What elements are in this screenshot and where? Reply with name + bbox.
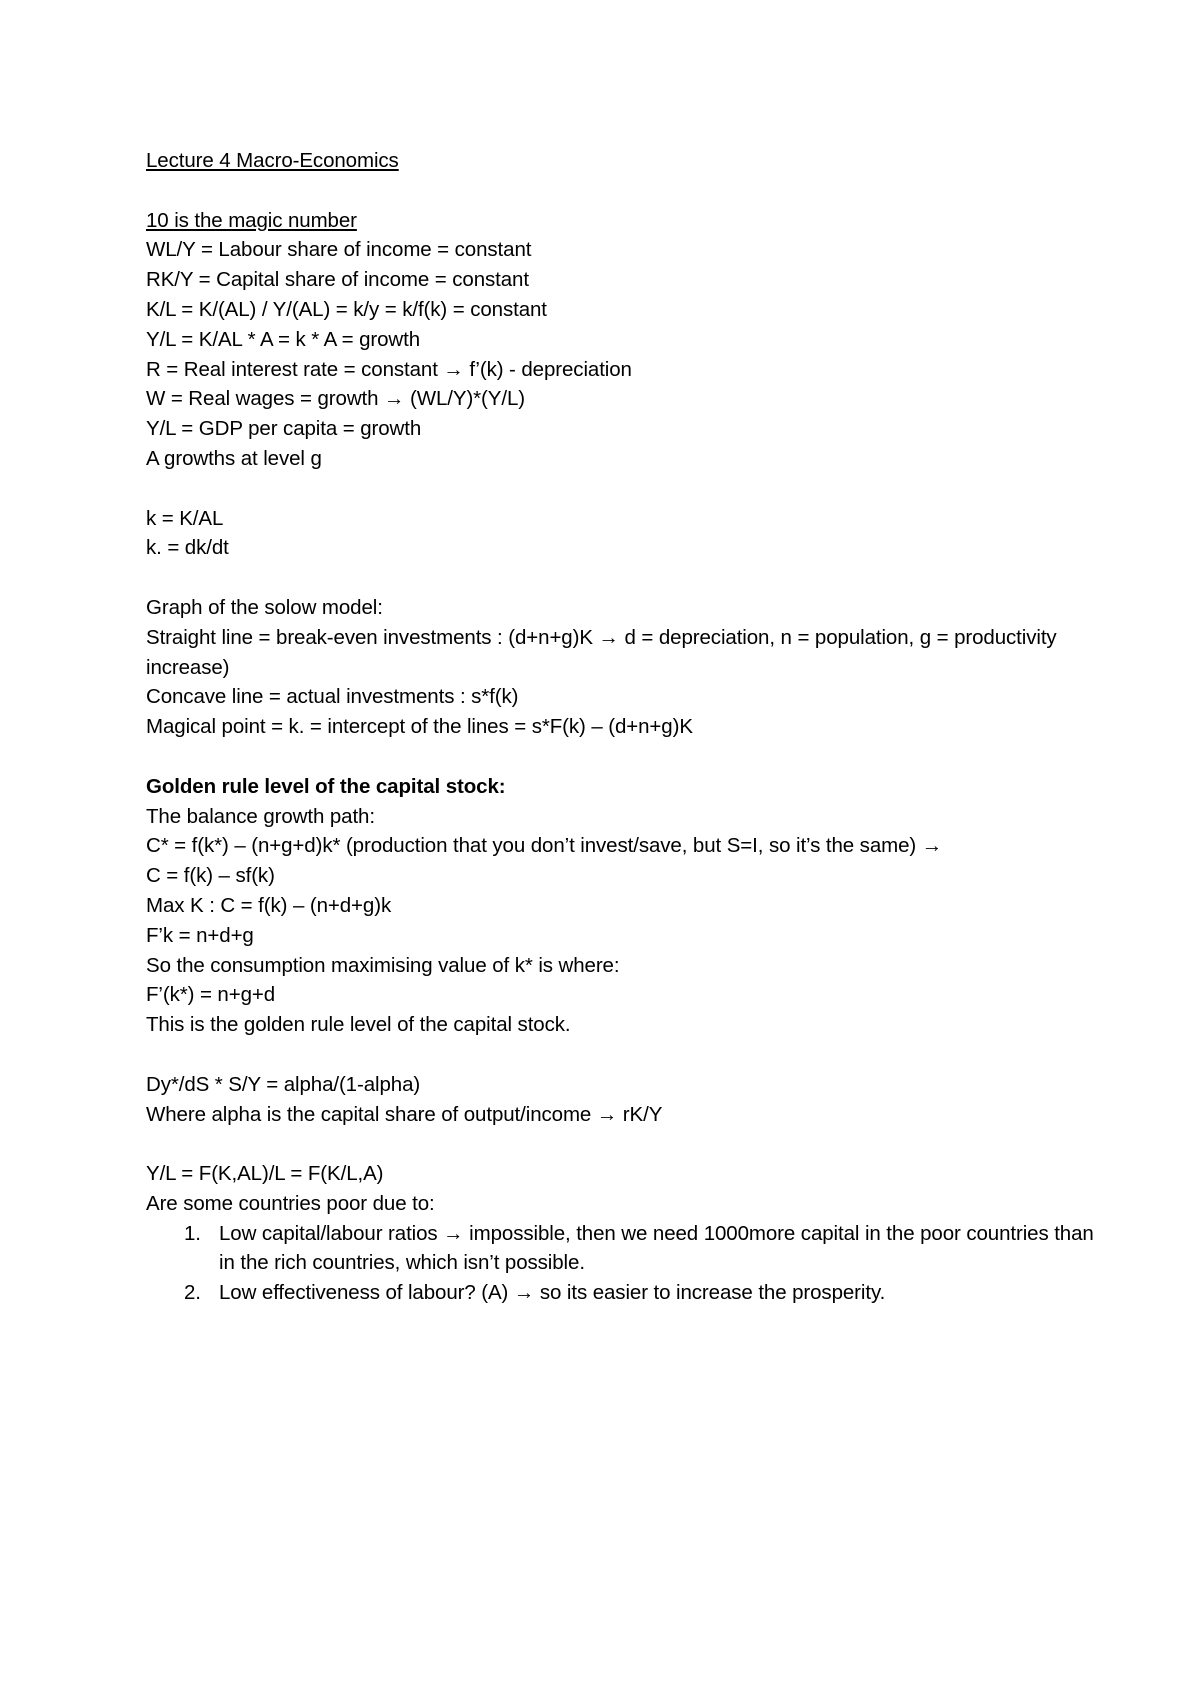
- text-line: RK/Y = Capital share of income = constant: [146, 268, 529, 292]
- text-line: Y/L = F(K,AL)/L = F(K/L,A): [146, 1162, 384, 1186]
- blank-line: [146, 742, 1106, 772]
- numbered-list: [146, 1219, 1106, 1308]
- text-line: F’(k*) = n+g+d: [146, 983, 276, 1007]
- text-line: Y/L = GDP per capita = growth: [146, 417, 422, 441]
- list-item: [146, 1219, 1106, 1279]
- blank-line: [146, 563, 1106, 593]
- list-item: [146, 1278, 1106, 1308]
- blank-line: [146, 1040, 1106, 1070]
- text-line: k. = dk/dt: [146, 536, 229, 560]
- text-line: W = Real wages = growth → (WL/Y)*(Y/L): [146, 387, 525, 411]
- text-line: Are some countries poor due to:: [146, 1191, 435, 1215]
- text-line: Straight line = break-even investments : (d+n+g)K → d = depreciation, n = population, g = productivity increase): [146, 625, 1063, 679]
- document-page: [146, 146, 1106, 1308]
- text-line: K/L = K/(AL) / Y/(AL) = k/y = k/f(k) = constant: [146, 297, 547, 321]
- text-line: Max K : C = f(k) – (n+d+g)k: [146, 893, 392, 917]
- list-item-number: 2.: [184, 1281, 201, 1305]
- blank-line: [146, 474, 1106, 504]
- section-heading-magic-number: 10 is the magic number: [146, 208, 357, 232]
- text-line: F’k = n+d+g: [146, 923, 254, 947]
- text-line: Magical point = k. = intercept of the lines = s*F(k) – (d+n+g)K: [146, 715, 693, 739]
- text-line: R = Real interest rate = constant → f’(k) - depreciation: [146, 357, 632, 381]
- blank-line: [146, 1129, 1106, 1159]
- list-item-number: 1.: [184, 1221, 201, 1245]
- text-line: Y/L = K/AL * A = k * A = growth: [146, 327, 421, 351]
- text-line: C* = f(k*) – (n+g+d)k* (production that you don’t invest/save, but S=I, so it’s the same) →: [146, 834, 943, 858]
- text-line: A growths at level g: [146, 446, 322, 470]
- section-heading-golden-rule: Golden rule level of the capital stock:: [146, 774, 506, 798]
- text-line: This is the golden rule level of the capital stock.: [146, 1013, 571, 1037]
- blank-line: [146, 176, 1106, 206]
- text-line: Dy*/dS * S/Y = alpha/(1-alpha): [146, 1072, 421, 1096]
- list-item-text: Low capital/labour ratios → impossible, then we need 1000more capital in the poor countries than in the rich countries, which isn’t possible.: [219, 1221, 1094, 1275]
- text-line: C = f(k) – sf(k): [146, 864, 275, 888]
- text-line: The balance growth path:: [146, 804, 375, 828]
- text-line: WL/Y = Labour share of income = constant: [146, 238, 532, 262]
- text-line: So the consumption maximising value of k* is where:: [146, 953, 620, 977]
- list-item-text: Low effectiveness of labour? (A) → so its easier to increase the prosperity.: [219, 1281, 886, 1305]
- text-line: k = K/AL: [146, 506, 224, 530]
- text-line: Concave line = actual investments : s*f(k): [146, 685, 519, 709]
- text-line: Graph of the solow model:: [146, 595, 383, 619]
- document-title: Lecture 4 Macro-Economics: [146, 149, 399, 172]
- text-line: Where alpha is the capital share of output/income → rK/Y: [146, 1102, 663, 1126]
